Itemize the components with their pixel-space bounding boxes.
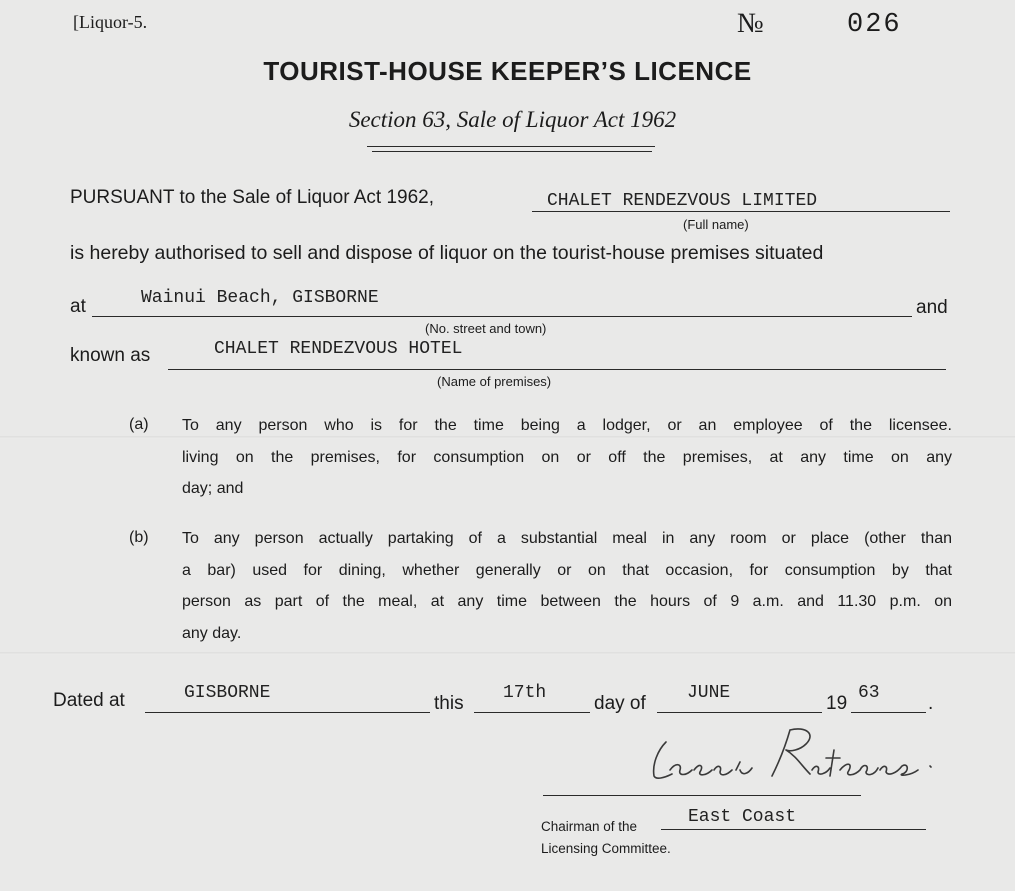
clause-a-marker: (a) [129,416,149,433]
clause-a-line: day; and [182,480,244,497]
clause-b-line: person as part of the meal, at any time between the hours of 9 a.m. and 11.30 p.m. on [182,593,952,610]
at-label: at [70,296,86,317]
dated-place-line [145,712,430,713]
this-label: this [434,693,464,714]
day-of-label: day of [594,693,646,714]
signature-stroke [930,766,931,767]
licensee-name-field: CHALET RENDEZVOUS LIMITED [547,191,818,211]
clause-a-line: living on the premises, for consumption on or off the premises, at any time on any [182,448,952,466]
month-field: JUNE [687,683,731,703]
clause-b-marker: (b) [129,529,149,546]
month-line [657,712,822,713]
form-reference: [Liquor-5. [73,12,148,32]
committee-region-line [661,829,926,830]
number-symbol: № [737,8,764,39]
year-field: 63 [858,683,880,703]
signature-stroke [694,766,712,775]
signature-stroke [654,742,672,778]
title-rule [372,151,652,152]
full-name-caption: (Full name) [683,217,749,232]
page-title: TOURIST-HOUSE KEEPER’S LICENCE [263,56,752,86]
dated-place-field: GISBORNE [184,683,271,703]
dated-at-label: Dated at [53,690,125,711]
committee-label: Licensing Committee. [541,841,671,856]
pursuant-prefix: PURSUANT [70,187,175,208]
day-field: 17th [503,683,547,703]
signature-line [543,795,861,796]
committee-region-field: East Coast [688,807,797,827]
chairman-label: Chairman of the [541,819,638,834]
year-line [851,712,926,713]
authorised-text: is hereby authorised to sell and dispose of liquor on the tourist-house premises situated [70,242,824,264]
clause-a-line: To any person who is for the time being a lodger, or an employee of the licensee. [182,417,952,434]
signature-stroke [840,764,918,775]
date-period: . [928,693,934,714]
address-field: Wainui Beach, GISBORNE [141,288,379,308]
paper-fold [0,652,1015,655]
clause-b-line: To any person actually partaking of a substantial meal in any room or place (other than [182,530,952,547]
signature-stroke [812,750,840,776]
clause-a [182,410,952,505]
licence-number: 026 [847,10,902,40]
clause-b [182,523,952,649]
signature-stroke [670,765,692,775]
address-caption: (No. street and town) [425,321,547,336]
premises-name-field: CHALET RENDEZVOUS HOTEL [214,339,463,359]
premises-caption: (Name of premises) [437,374,552,389]
signature-stroke [772,729,810,776]
clause-b-line: any day. [182,624,242,642]
clause-b-line: a bar) used for dining, whether generally or on that occasion, for consumption by that [182,561,952,579]
page-subtitle: Section 63, Sale of Liquor Act 1962 [348,107,677,132]
title-rule [367,146,655,147]
address-line [92,316,912,317]
and-label: and [916,297,948,318]
premises-name-line [168,369,946,370]
signature-image [640,720,940,790]
pursuant-act: to the Sale of Liquor Act 1962, [179,187,435,208]
year-prefix: 19 [826,693,848,714]
licensee-name-line [532,211,950,212]
signature-stroke [714,762,752,775]
pursuant-text [70,187,434,209]
day-line [474,712,590,713]
known-as-label: known as [70,345,151,366]
